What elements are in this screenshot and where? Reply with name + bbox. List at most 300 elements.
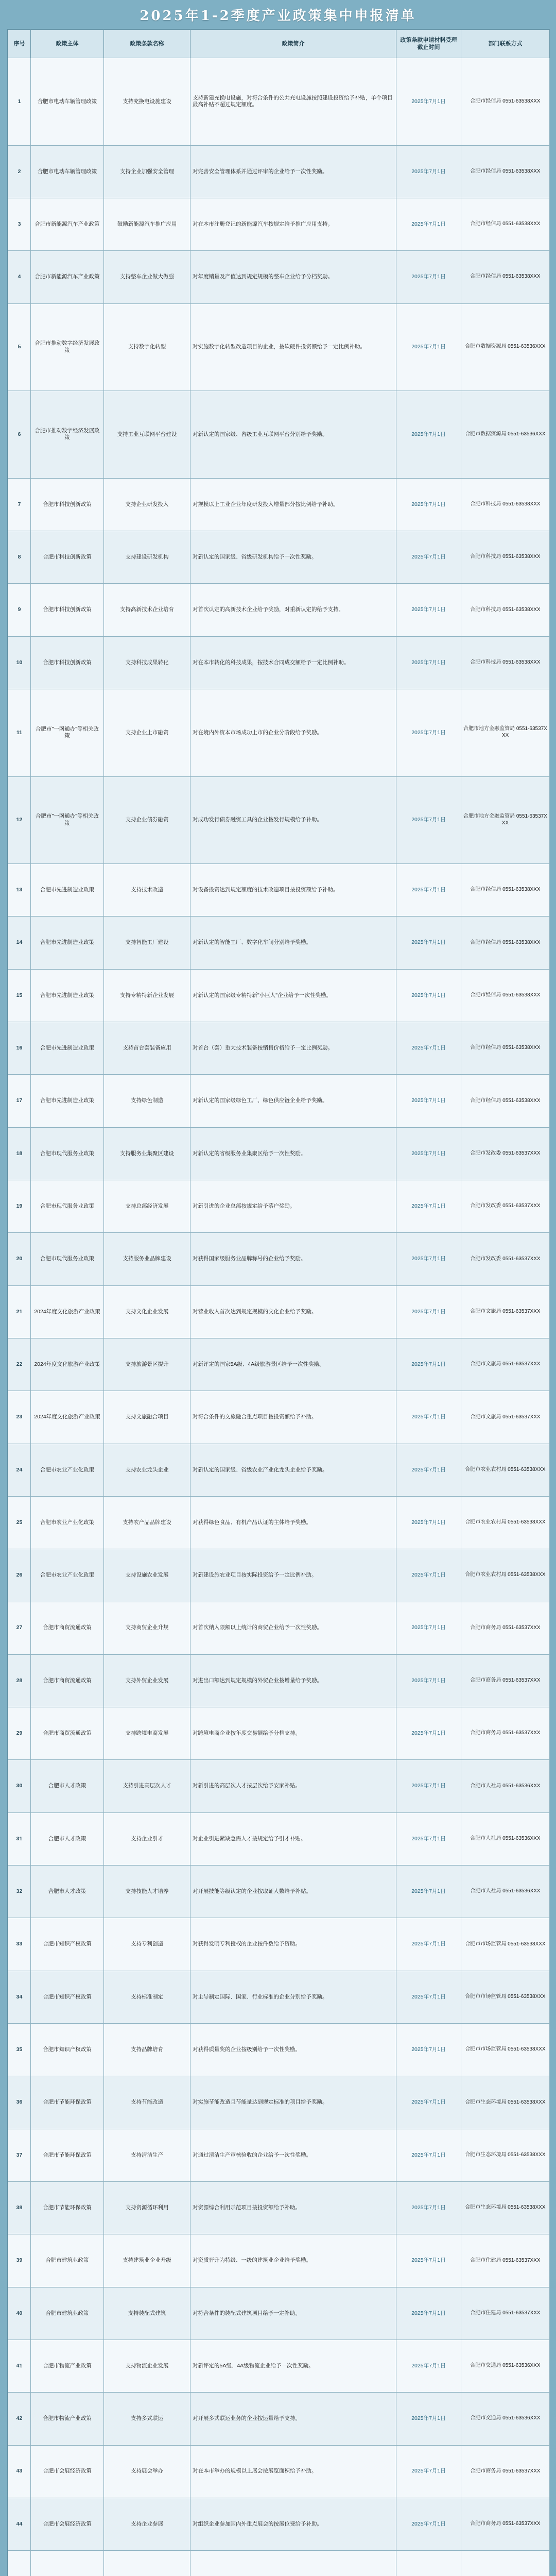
policy-content: 对主导制定国际、国家、行业标准的企业分别给予奖励。 <box>190 1971 396 2023</box>
table-row <box>8 2076 550 2129</box>
department-contact: 合肥市人社局 0551-63536XXX <box>461 1760 550 1812</box>
policy-content: 对首次纳入限额以上统计的商贸企业给予一次性奖励。 <box>190 1602 396 1654</box>
policy-name: 支持品牌培育 <box>104 2024 190 2076</box>
policy-subject: 合肥市会展经济政策 <box>31 2498 104 2550</box>
department-contact: 合肥市经信局 0551-63538XXX <box>461 917 550 969</box>
policy-content: 对跨境电商企业按年度交易额给予分档支持。 <box>190 1707 396 1760</box>
policy-content: 对在境内外资本市场成功上市的企业分阶段给予奖励。 <box>190 689 396 776</box>
deadline: 2025年7月1日 <box>396 584 461 636</box>
policy-content: 对新认定的国家级绿色工厂、绿色供应链企业给予奖励。 <box>190 1075 396 1127</box>
policy-subject: 合肥市先进制造业政策 <box>31 1075 104 1127</box>
policy-name: 支持建筑业企业升级 <box>104 2234 190 2287</box>
policy-name: 支持企业债券融资 <box>104 776 190 864</box>
deadline: 2025年7月1日 <box>396 1812 461 1865</box>
department-contact: 合肥市商务局 0551-63537XXX <box>461 1654 550 1707</box>
policy-subject: 合肥市商贸流通政策 <box>31 1654 104 1707</box>
department-contact: 合肥市数据资源局 0551-63536XXX <box>461 303 550 391</box>
policy-content: 对获得发明专利授权的企业按件数给予资助。 <box>190 1918 396 1971</box>
department-contact: 合肥市经信局 0551-63538XXX <box>461 145 550 198</box>
policy-subject: 合肥市新能源汽车产业政策 <box>31 198 104 250</box>
policy-name: 支持农业龙头企业 <box>104 1444 190 1496</box>
row-number: 35 <box>8 2024 31 2076</box>
policy-content: 对获得绿色食品、有机产品认证的主体给予奖励。 <box>190 1496 396 1549</box>
row-number: 10 <box>8 636 31 689</box>
policy-name: 支持高新技术企业培育 <box>104 584 190 636</box>
department-contact: 合肥市科技局 0551-63538XXX <box>461 531 550 584</box>
policy-table <box>8 29 550 2576</box>
deadline: 2025年7月1日 <box>396 2498 461 2550</box>
policy-content: 对完善安全管理体系并通过评审的企业给予一次性奖励。 <box>190 145 396 198</box>
policy-content: 对企业引进紧缺急需人才按规定给予引才补贴。 <box>190 1812 396 1865</box>
table-row <box>8 1285 550 1338</box>
department-contact: 合肥市人社局 0551-63536XXX <box>461 1866 550 1918</box>
policy-subject: 合肥市知识产权政策 <box>31 2024 104 2076</box>
table-row <box>8 1812 550 1865</box>
policy-subject: 合肥市物流产业政策 <box>31 2340 104 2392</box>
department-contact: 合肥市经信局 0551-63538XXX <box>461 1075 550 1127</box>
table-row <box>8 478 550 531</box>
table-row <box>8 1022 550 1075</box>
table-row <box>8 251 550 303</box>
policy-table-container <box>7 29 550 2576</box>
department-contact: 合肥市生态环境局 0551-63538XXX <box>461 2181 550 2234</box>
policy-content: 支持新建充换电设施，对符合条件的公共充电设施按照建设投资给予补贴，单个项目最高补贴不超过规定额度。 <box>190 58 396 146</box>
policy-name: 支持资源循环利用 <box>104 2181 190 2234</box>
deadline: 2025年7月1日 <box>396 58 461 146</box>
policy-name: 支持企业研发投入 <box>104 478 190 531</box>
policy-content: 对实施数字化转型改造项目的企业，按软硬件投资额给予一定比例补助。 <box>190 303 396 391</box>
table-row <box>8 1918 550 1971</box>
policy-subject: 合肥市人才政策 <box>31 1812 104 1865</box>
table-row <box>8 1075 550 1127</box>
department-contact: 合肥市农业农村局 0551-63538XXX <box>461 1444 550 1496</box>
row-number: 44 <box>8 2498 31 2550</box>
policy-name: 支持服务业品牌建设 <box>104 1233 190 1285</box>
policy-subject: 合肥市知识产权政策 <box>31 1918 104 1971</box>
deadline: 2025年7月1日 <box>396 1338 461 1391</box>
deadline: 2025年7月1日 <box>396 2181 461 2234</box>
table-row <box>8 1971 550 2023</box>
row-number: 18 <box>8 1127 31 1180</box>
policy-content: 对实施节能改造且节能量达到规定标准的项目给予奖励。 <box>190 2076 396 2129</box>
policy-subject: 合肥市先进制造业政策 <box>31 917 104 969</box>
policy-subject: 合肥市知识产权政策 <box>31 1971 104 2023</box>
policy-name: 支持设施农业发展 <box>104 1549 190 1602</box>
table-row <box>8 1338 550 1391</box>
policy-subject: 合肥市推动数字经济发展政策 <box>31 303 104 391</box>
deadline: 2025年7月1日 <box>396 198 461 250</box>
policy-name: 支持商贸企业升规 <box>104 1602 190 1654</box>
deadline <box>396 2551 461 2576</box>
department-contact: 合肥市市场监管局 0551-63538XXX <box>461 2024 550 2076</box>
department-contact: 合肥市生态环境局 0551-63538XXX <box>461 2129 550 2181</box>
policy-name: 支持清洁生产 <box>104 2129 190 2181</box>
policy-subject: 合肥市现代服务业政策 <box>31 1233 104 1285</box>
deadline: 2025年7月1日 <box>396 251 461 303</box>
policy-name: 支持专利创造 <box>104 1918 190 1971</box>
department-contact: 合肥市农业农村局 0551-63538XXX <box>461 1496 550 1549</box>
policy-name: 支持装配式建筑 <box>104 2287 190 2340</box>
table-row <box>8 2551 550 2576</box>
deadline: 2025年7月1日 <box>396 1918 461 1971</box>
department-contact: 合肥市人社局 0551-63536XXX <box>461 1812 550 1865</box>
policy-content: 对新评定的5A级、4A级物流企业给予一次性奖励。 <box>190 2340 396 2392</box>
row-number: 33 <box>8 1918 31 1971</box>
header-contact: 部门联系方式 <box>461 30 550 58</box>
policy-name: 支持智能工厂建设 <box>104 917 190 969</box>
policy-content: 对通过清洁生产审核验收的企业给予一次性奖励。 <box>190 2129 396 2181</box>
policy-content: 对新建设施农业项目按实际投资给予一定比例补助。 <box>190 1549 396 1602</box>
department-contact: 合肥市交通局 0551-63536XXX <box>461 2393 550 2445</box>
table-row <box>8 1391 550 1444</box>
department-contact: 合肥市生态环境局 0551-63538XXX <box>461 2076 550 2129</box>
table-row <box>8 2445 550 2498</box>
policy-content: 对成功发行债券融资工具的企业按发行规模给予补助。 <box>190 776 396 864</box>
table-body <box>8 58 550 2576</box>
policy-subject: 合肥市人才政策 <box>31 1866 104 1918</box>
department-contact: 合肥市发改委 0551-63537XXX <box>461 1180 550 1233</box>
row-number: 2 <box>8 145 31 198</box>
department-contact: 合肥市科技局 0551-63538XXX <box>461 584 550 636</box>
policy-subject: 2024年度文化旅游产业政策 <box>31 1391 104 1444</box>
row-number: 5 <box>8 303 31 391</box>
policy-name: 支持数字化转型 <box>104 303 190 391</box>
row-number: 11 <box>8 689 31 776</box>
policy-name: 支持服务业集聚区建设 <box>104 1127 190 1180</box>
policy-name: 支持展会举办 <box>104 2445 190 2498</box>
policy-content: 对组织企业参加国内外重点展会的按展位费给予补助。 <box>190 2498 396 2550</box>
header-subject: 政策主体 <box>31 30 104 58</box>
table-row <box>8 1866 550 1918</box>
policy-name: 支持充换电设施建设 <box>104 58 190 146</box>
department-contact: 合肥市商务局 0551-63537XXX <box>461 1602 550 1654</box>
department-contact: 合肥市科技局 0551-63538XXX <box>461 636 550 689</box>
deadline: 2025年7月1日 <box>396 776 461 864</box>
table-row <box>8 2234 550 2287</box>
row-number: 30 <box>8 1760 31 1812</box>
table-row <box>8 2498 550 2550</box>
row-number: 34 <box>8 1971 31 2023</box>
policy-subject: 合肥市会展经济政策 <box>31 2445 104 2498</box>
table-row <box>8 1127 550 1180</box>
department-contact: 合肥市发改委 0551-63537XXX <box>461 1233 550 1285</box>
policy-content: 对新认定的国家级专精特新"小巨人"企业给予一次性奖励。 <box>190 969 396 1022</box>
policy-subject: 合肥市建筑业政策 <box>31 2234 104 2287</box>
department-contact: 合肥市地方金融监管局 0551-63537XXX <box>461 689 550 776</box>
table-row <box>8 864 550 917</box>
department-contact: 合肥市文旅局 0551-63537XXX <box>461 1338 550 1391</box>
policy-subject: 合肥市先进制造业政策 <box>31 1022 104 1075</box>
policy-subject: 合肥市"一网通办"等相关政策 <box>31 689 104 776</box>
policy-subject: 合肥市科技创新政策 <box>31 531 104 584</box>
policy-content: 对新评定的国家5A级、4A级旅游景区给予一次性奖励。 <box>190 1338 396 1391</box>
table-row <box>8 2287 550 2340</box>
department-contact: 合肥市数据资源局 0551-63536XXX <box>461 391 550 479</box>
policy-name: 支持技能人才培养 <box>104 1866 190 1918</box>
department-contact: 合肥市经信局 0551-63538XXX <box>461 198 550 250</box>
policy-subject: 合肥市农业产业化政策 <box>31 1549 104 1602</box>
table-row <box>8 2393 550 2445</box>
department-contact: 合肥市文旅局 0551-63537XXX <box>461 1285 550 1338</box>
table-row <box>8 1549 550 1602</box>
policy-name: 支持引进高层次人才 <box>104 1760 190 1812</box>
deadline: 2025年7月1日 <box>396 1285 461 1338</box>
deadline: 2025年7月1日 <box>396 531 461 584</box>
header-no: 序号 <box>8 30 31 58</box>
department-contact: 合肥市商务局 0551-63537XXX <box>461 1707 550 1760</box>
policy-subject: 合肥市科技创新政策 <box>31 636 104 689</box>
row-number: 19 <box>8 1180 31 1233</box>
policy-content: 对新认定的智能工厂、数字化车间分别给予奖励。 <box>190 917 396 969</box>
policy-subject: 合肥市农业产业化政策 <box>31 1444 104 1496</box>
table-row <box>8 689 550 776</box>
policy-name: 支持工业互联网平台建设 <box>104 391 190 479</box>
row-number: 37 <box>8 2129 31 2181</box>
table-row <box>8 1602 550 1654</box>
table-row <box>8 636 550 689</box>
policy-subject: 合肥市科技创新政策 <box>31 584 104 636</box>
row-number: 25 <box>8 1496 31 1549</box>
policy-name: 支持文旅融合项目 <box>104 1391 190 1444</box>
row-number: 3 <box>8 198 31 250</box>
row-number: 8 <box>8 531 31 584</box>
policy-subject: 合肥市电动车辆管理政策 <box>31 145 104 198</box>
table-row <box>8 1233 550 1285</box>
policy-name: 支持文化企业发展 <box>104 1285 190 1338</box>
table-row <box>8 1760 550 1812</box>
row-number: 4 <box>8 251 31 303</box>
header-content: 政策简介 <box>190 30 396 58</box>
policy-name: 支持总部经济发展 <box>104 1180 190 1233</box>
table-row <box>8 776 550 864</box>
table-row <box>8 2024 550 2076</box>
row-number: 31 <box>8 1812 31 1865</box>
row-number: 28 <box>8 1654 31 1707</box>
table-row <box>8 391 550 479</box>
department-contact: 合肥市文旅局 0551-63537XXX <box>461 1391 550 1444</box>
policy-name: 支持外贸企业发展 <box>104 1654 190 1707</box>
policy-name: 支持跨境电商发展 <box>104 1707 190 1760</box>
deadline: 2025年7月1日 <box>396 1127 461 1180</box>
policy-content: 对新引进的高层次人才按层次给予安家补贴。 <box>190 1760 396 1812</box>
policy-content: 对开展技能等级认定的企业按取证人数给予补贴。 <box>190 1866 396 1918</box>
policy-content: 对符合条件的文旅融合重点项目按投资额给予补助。 <box>190 1391 396 1444</box>
policy-content: 对首次认定的高新技术企业给予奖励，对重新认定的给予支持。 <box>190 584 396 636</box>
table-row <box>8 584 550 636</box>
policy-content: 对资质晋升为特级、一级的建筑业企业给予奖励。 <box>190 2234 396 2287</box>
deadline: 2025年7月1日 <box>396 1602 461 1654</box>
deadline: 2025年7月1日 <box>396 1180 461 1233</box>
department-contact: 合肥市市场监管局 0551-63538XXX <box>461 1971 550 2023</box>
policy-name: 支持物流企业发展 <box>104 2340 190 2392</box>
table-row <box>8 917 550 969</box>
table-row <box>8 531 550 584</box>
department-contact: 合肥市商务局 0551-63537XXX <box>461 2498 550 2550</box>
department-contact <box>461 2551 550 2576</box>
deadline: 2025年7月1日 <box>396 1022 461 1075</box>
policy-subject: 合肥市物流产业政策 <box>31 2393 104 2445</box>
policy-content: 对新认定的国家级、省级农业产业化龙头企业给予奖励。 <box>190 1444 396 1496</box>
policy-content <box>190 2551 396 2576</box>
row-number: 1 <box>8 58 31 146</box>
policy-subject: 合肥市新能源汽车产业政策 <box>31 251 104 303</box>
deadline: 2025年7月1日 <box>396 1549 461 1602</box>
header-deadline: 政策条款申请材料受理截止时间 <box>396 30 461 58</box>
department-contact: 合肥市科技局 0551-63538XXX <box>461 478 550 531</box>
policy-content: 对获得国家级服务业品牌称号的企业给予奖励。 <box>190 1233 396 1285</box>
table-row <box>8 1444 550 1496</box>
row-number: 39 <box>8 2234 31 2287</box>
title-bar <box>0 0 556 29</box>
deadline: 2025年7月1日 <box>396 1391 461 1444</box>
policy-subject: 合肥市科技创新政策 <box>31 478 104 531</box>
table-row <box>8 2340 550 2392</box>
deadline: 2025年7月1日 <box>396 2234 461 2287</box>
policy-subject: 合肥市现代服务业政策 <box>31 1180 104 1233</box>
policy-content: 对获得质量奖的企业按级别给予一次性奖励。 <box>190 2024 396 2076</box>
department-contact: 合肥市发改委 0551-63537XXX <box>461 1127 550 1180</box>
policy-subject: 合肥市电动车辆管理政策 <box>31 58 104 146</box>
deadline: 2025年7月1日 <box>396 1654 461 1707</box>
policy-name: 支持科技成果转化 <box>104 636 190 689</box>
deadline: 2025年7月1日 <box>396 1496 461 1549</box>
policy-content: 对设备投资达到规定额度的技术改造项目按投资额给予补助。 <box>190 864 396 917</box>
table-row <box>8 1180 550 1233</box>
policy-subject: 合肥市节能环保政策 <box>31 2076 104 2129</box>
deadline: 2025年7月1日 <box>396 2024 461 2076</box>
deadline: 2025年7月1日 <box>396 303 461 391</box>
deadline: 2025年7月1日 <box>396 2287 461 2340</box>
row-number: 14 <box>8 917 31 969</box>
row-number: 13 <box>8 864 31 917</box>
row-number: 12 <box>8 776 31 864</box>
policy-content: 对在本市举办的规模以上展会按展览面积给予补助。 <box>190 2445 396 2498</box>
department-contact: 合肥市住建局 0551-63537XXX <box>461 2234 550 2287</box>
department-contact: 合肥市经信局 0551-63538XXX <box>461 58 550 146</box>
policy-subject: 合肥市节能环保政策 <box>31 2129 104 2181</box>
policy-name: 支持旅游景区提升 <box>104 1338 190 1391</box>
policy-name: 支持首台套装备应用 <box>104 1022 190 1075</box>
policy-content: 对新认定的国家级、省级研发机构给予一次性奖励。 <box>190 531 396 584</box>
table-row <box>8 58 550 146</box>
deadline: 2025年7月1日 <box>396 2445 461 2498</box>
department-contact: 合肥市地方金融监管局 0551-63537XXX <box>461 776 550 864</box>
deadline: 2025年7月1日 <box>396 2129 461 2181</box>
policy-subject: 合肥市"一网通办"等相关政策 <box>31 776 104 864</box>
policy-content: 对首台（套）重大技术装备按销售价格给予一定比例奖励。 <box>190 1022 396 1075</box>
department-contact: 合肥市经信局 0551-63538XXX <box>461 1022 550 1075</box>
policy-name: 支持企业上市融资 <box>104 689 190 776</box>
policy-content: 对新认定的省级服务业集聚区给予一次性奖励。 <box>190 1127 396 1180</box>
policy-name: 支持技术改造 <box>104 864 190 917</box>
policy-name: 支持企业加强安全管理 <box>104 145 190 198</box>
policy-subject: 合肥市先进制造业政策 <box>31 969 104 1022</box>
deadline: 2025年7月1日 <box>396 2340 461 2392</box>
department-contact: 合肥市农业农村局 0551-63538XXX <box>461 1549 550 1602</box>
deadline: 2025年7月1日 <box>396 917 461 969</box>
policy-subject: 合肥市人才政策 <box>31 1760 104 1812</box>
deadline: 2025年7月1日 <box>396 1760 461 1812</box>
policy-name: 支持专精特新企业发展 <box>104 969 190 1022</box>
policy-subject: 合肥市节能环保政策 <box>31 2181 104 2234</box>
policy-subject: 合肥市建筑业政策 <box>31 2287 104 2340</box>
department-contact: 合肥市经信局 0551-63538XXX <box>461 251 550 303</box>
header-name: 政策条款名称 <box>104 30 190 58</box>
policy-content: 对新认定的国家级、省级工业互联网平台分别给予奖励。 <box>190 391 396 479</box>
policy-content: 对符合条件的装配式建筑项目给予一定补助。 <box>190 2287 396 2340</box>
row-number: 7 <box>8 478 31 531</box>
policy-name <box>104 2551 190 2576</box>
table-row <box>8 303 550 391</box>
deadline: 2025年7月1日 <box>396 1971 461 2023</box>
row-number: 15 <box>8 969 31 1022</box>
policy-name: 支持企业参展 <box>104 2498 190 2550</box>
row-number: 20 <box>8 1233 31 1285</box>
policy-content: 对规模以上工业企业年度研发投入增量部分按比例给予补助。 <box>190 478 396 531</box>
row-number: 22 <box>8 1338 31 1391</box>
policy-subject: 2024年度文化旅游产业政策 <box>31 1285 104 1338</box>
row-number: 41 <box>8 2340 31 2392</box>
row-number: 29 <box>8 1707 31 1760</box>
deadline: 2025年7月1日 <box>396 1075 461 1127</box>
policy-name: 支持整车企业做大做强 <box>104 251 190 303</box>
row-number: 17 <box>8 1075 31 1127</box>
policy-content: 对新引进的企业总部按规定给予落户奖励。 <box>190 1180 396 1233</box>
policy-content: 对年度销量及产值达到规定规模的整车企业给予分档奖励。 <box>190 251 396 303</box>
policy-content: 对在本市转化的科技成果，按技术合同成交额给予一定比例补助。 <box>190 636 396 689</box>
table-row <box>8 145 550 198</box>
policy-subject: 合肥市推动数字经济发展政策 <box>31 391 104 479</box>
policy-subject: 合肥市农业产业化政策 <box>31 1496 104 1549</box>
table-row <box>8 198 550 250</box>
row-number: 23 <box>8 1391 31 1444</box>
row-number: 42 <box>8 2393 31 2445</box>
deadline: 2025年7月1日 <box>396 1444 461 1496</box>
row-number: 43 <box>8 2445 31 2498</box>
page-title: 2025年1-2季度产业政策集中申报清单 <box>140 8 416 24</box>
deadline: 2025年7月1日 <box>396 1233 461 1285</box>
deadline: 2025年7月1日 <box>396 636 461 689</box>
table-header-row <box>8 30 550 58</box>
row-number: 6 <box>8 391 31 479</box>
table-row <box>8 969 550 1022</box>
table-row <box>8 2181 550 2234</box>
row-number <box>8 2551 31 2576</box>
policy-name: 鼓励新能源汽车推广应用 <box>104 198 190 250</box>
department-contact: 合肥市经信局 0551-63538XXX <box>461 864 550 917</box>
row-number: 24 <box>8 1444 31 1496</box>
row-number: 32 <box>8 1866 31 1918</box>
department-contact: 合肥市交通局 0551-63536XXX <box>461 2340 550 2392</box>
deadline: 2025年7月1日 <box>396 1707 461 1760</box>
policy-subject: 合肥市商贸流通政策 <box>31 1602 104 1654</box>
policy-subject: 合肥市先进制造业政策 <box>31 864 104 917</box>
deadline: 2025年7月1日 <box>396 391 461 479</box>
row-number: 26 <box>8 1549 31 1602</box>
policy-subject <box>31 2551 104 2576</box>
row-number: 27 <box>8 1602 31 1654</box>
policy-name: 支持企业引才 <box>104 1812 190 1865</box>
row-number: 40 <box>8 2287 31 2340</box>
table-row <box>8 2129 550 2181</box>
row-number: 16 <box>8 1022 31 1075</box>
policy-content: 对营业收入首次达到规定规模的文化企业给予奖励。 <box>190 1285 396 1338</box>
row-number: 9 <box>8 584 31 636</box>
deadline: 2025年7月1日 <box>396 2393 461 2445</box>
policy-name: 支持绿色制造 <box>104 1075 190 1127</box>
policy-name: 支持多式联运 <box>104 2393 190 2445</box>
row-number: 38 <box>8 2181 31 2234</box>
